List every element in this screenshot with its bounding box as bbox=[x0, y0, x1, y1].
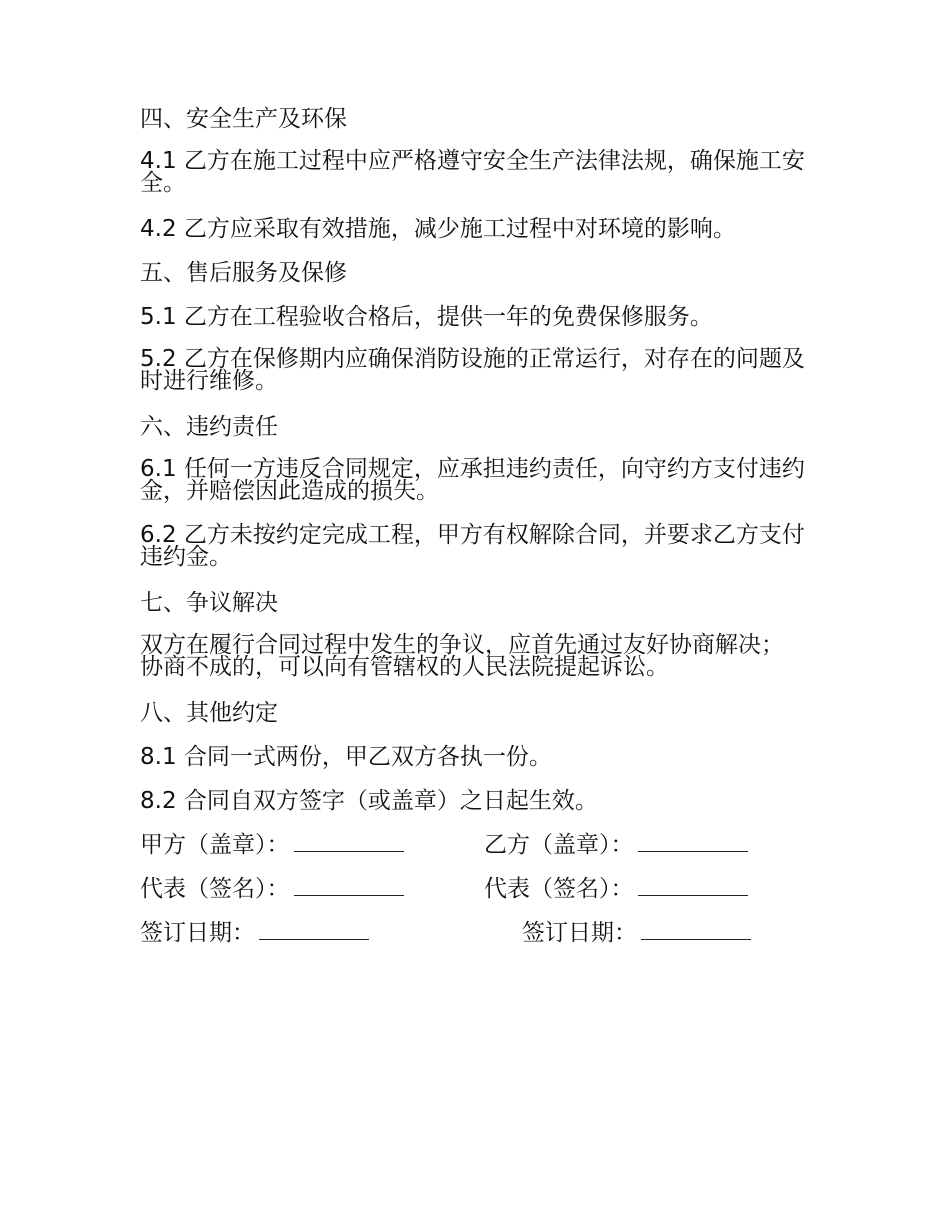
clause-4-1: 4.1 乙方在施工过程中应严格遵守安全生产法律法规，确保施工安全。 bbox=[140, 148, 805, 196]
party-a-seal-blank[interactable] bbox=[294, 832, 404, 852]
party-a-seal bbox=[140, 832, 404, 858]
party-b-seal-label: 乙方（盖章）： bbox=[484, 832, 634, 858]
section-7-title: 七、争议解决 bbox=[140, 590, 278, 616]
party-b-date bbox=[522, 920, 751, 946]
party-a-date bbox=[140, 920, 369, 946]
party-a-rep bbox=[140, 876, 404, 902]
party-b-rep-label: 代表（签名）： bbox=[484, 876, 634, 902]
party-b-date-blank[interactable] bbox=[641, 920, 751, 940]
clause-4-2: 4.2 乙方应采取有效措施，减少施工过程中对环境的影响。 bbox=[140, 216, 736, 242]
party-b-seal bbox=[484, 832, 748, 858]
signature-row-date bbox=[140, 920, 810, 964]
party-a-date-label: 签订日期： bbox=[140, 920, 255, 946]
signature-row-seal bbox=[140, 832, 810, 876]
party-a-seal-label: 甲方（盖章）： bbox=[140, 832, 290, 858]
section-8-title: 八、其他约定 bbox=[140, 700, 278, 726]
clause-8-2: 8.2 合同自双方签字（或盖章）之日起生效。 bbox=[140, 788, 598, 814]
clause-7-text: 双方在履行合同过程中发生的争议，应首先通过友好协商解决；协商不成的，可以向有管辖权的人民法院提起诉讼。 bbox=[140, 632, 784, 680]
party-b-seal-blank[interactable] bbox=[638, 832, 748, 852]
party-a-rep-label: 代表（签名）： bbox=[140, 876, 290, 902]
section-4-title: 四、安全生产及环保 bbox=[140, 106, 347, 132]
party-a-date-blank[interactable] bbox=[259, 920, 369, 940]
section-5-title: 五、售后服务及保修 bbox=[140, 260, 347, 286]
clause-6-2: 6.2 乙方未按约定完成工程，甲方有权解除合同，并要求乙方支付违约金。 bbox=[140, 522, 805, 570]
clause-6-1: 6.1 任何一方违反合同规定，应承担违约责任，向守约方支付违约金，并赔偿因此造成的损失。 bbox=[140, 456, 805, 504]
party-b-date-label: 签订日期： bbox=[522, 920, 637, 946]
party-a-rep-blank[interactable] bbox=[294, 876, 404, 896]
signature-row-rep bbox=[140, 876, 810, 920]
clause-8-1: 8.1 合同一式两份，甲乙双方各执一份。 bbox=[140, 744, 552, 770]
clause-5-1: 5.1 乙方在工程验收合格后，提供一年的免费保修服务。 bbox=[140, 304, 713, 330]
clause-5-2: 5.2 乙方在保修期内应确保消防设施的正常运行，对存在的问题及时进行维修。 bbox=[140, 346, 805, 394]
party-b-rep bbox=[484, 876, 748, 902]
section-6-title: 六、违约责任 bbox=[140, 414, 278, 440]
party-b-rep-blank[interactable] bbox=[638, 876, 748, 896]
contract-page bbox=[140, 106, 810, 964]
